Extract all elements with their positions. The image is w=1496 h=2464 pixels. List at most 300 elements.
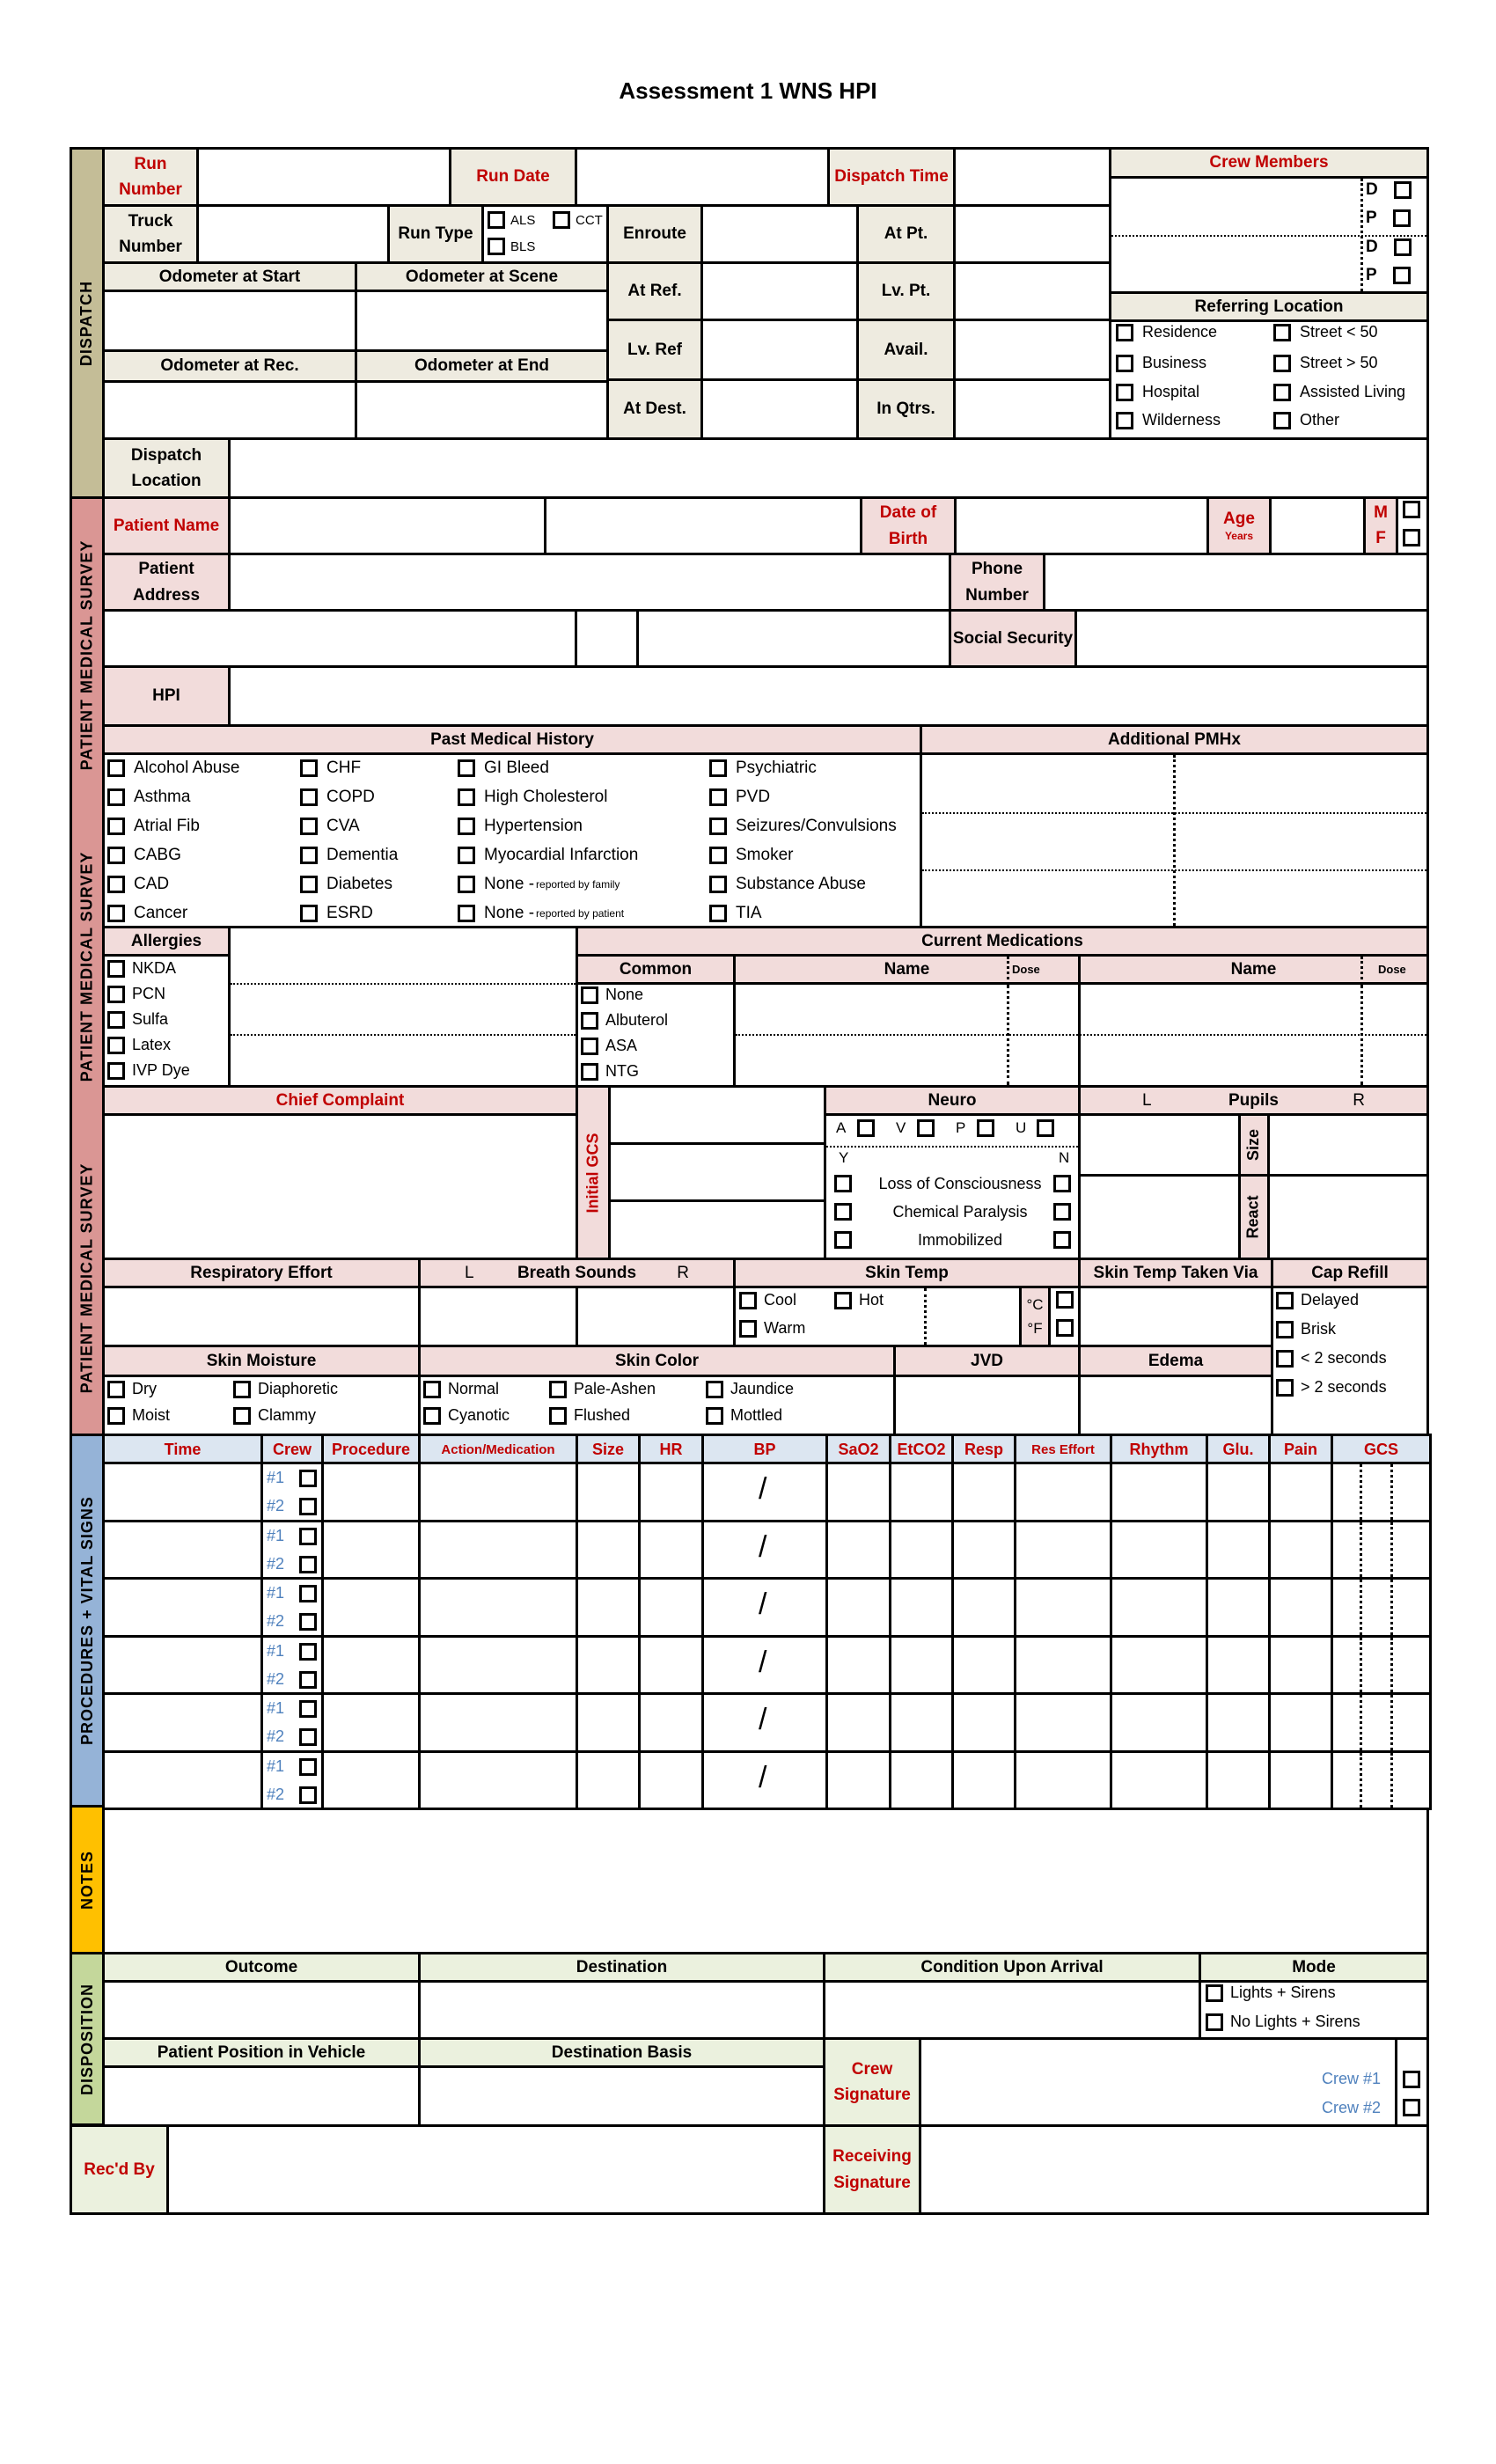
checkbox[interactable] xyxy=(107,876,125,893)
pupil-react-left[interactable] xyxy=(1078,1174,1241,1260)
proc-cell-rhythm[interactable] xyxy=(1110,1635,1208,1696)
crew-1-checkbox[interactable] xyxy=(299,1643,317,1661)
checkbox[interactable] xyxy=(709,876,727,893)
option-label: PCN xyxy=(132,985,166,1002)
checkbox[interactable] xyxy=(1273,412,1291,429)
in-qtrs-field[interactable] xyxy=(953,378,1111,440)
pmh-none-patient[interactable] xyxy=(458,904,624,923)
proc-cell-pain[interactable] xyxy=(1268,1577,1333,1638)
cap-refill-item[interactable] xyxy=(1276,1291,1359,1309)
pmh-item[interactable] xyxy=(107,817,200,836)
proc-cell-pain[interactable] xyxy=(1268,1635,1333,1696)
gcs-motor-field[interactable] xyxy=(608,1199,826,1260)
dob-field[interactable] xyxy=(954,496,1209,555)
pmh-item[interactable] xyxy=(300,759,361,778)
avpu-checkbox[interactable] xyxy=(977,1119,994,1137)
pmh-item[interactable] xyxy=(458,846,638,865)
neuro-yes-checkbox[interactable] xyxy=(834,1231,852,1249)
proc-cell-glu-[interactable] xyxy=(1206,1635,1271,1696)
proc-cell-resp[interactable] xyxy=(951,1692,1016,1753)
proc-cell-time[interactable] xyxy=(102,1750,263,1811)
proc-cell-glu-[interactable] xyxy=(1206,1577,1271,1638)
checkbox[interactable] xyxy=(107,1062,125,1080)
checkbox[interactable] xyxy=(458,788,475,806)
checkbox[interactable] xyxy=(107,1011,125,1029)
checkbox[interactable] xyxy=(1116,412,1133,429)
common-med-item[interactable] xyxy=(581,1062,639,1081)
condition-field[interactable] xyxy=(823,1980,1201,2040)
proc-cell-time[interactable] xyxy=(102,1520,263,1580)
checkbox[interactable] xyxy=(1116,324,1133,341)
checkbox[interactable] xyxy=(300,759,318,777)
mode-lights-sirens[interactable] xyxy=(1206,1984,1336,2002)
proc-cell-action-medication[interactable] xyxy=(418,1462,578,1522)
crew-1-signature-checkbox[interactable] xyxy=(1403,2071,1420,2088)
skin-temp-cool[interactable] xyxy=(739,1291,796,1309)
checkbox[interactable] xyxy=(233,1407,251,1425)
mode-no-lights-sirens[interactable] xyxy=(1206,2013,1360,2031)
edema-field[interactable] xyxy=(1078,1375,1273,1436)
proc-cell-action-medication[interactable] xyxy=(418,1635,578,1696)
pmh-item[interactable] xyxy=(709,817,897,836)
hpi-field[interactable] xyxy=(228,665,1429,727)
neuro-no-checkbox[interactable] xyxy=(1053,1175,1071,1192)
proc-cell-size[interactable] xyxy=(576,1462,641,1522)
checkbox[interactable] xyxy=(706,1381,723,1398)
neuro-no-checkbox[interactable] xyxy=(1053,1203,1071,1221)
neuro-yes-checkbox[interactable] xyxy=(834,1175,852,1192)
proc-cell-rhythm[interactable] xyxy=(1110,1520,1208,1580)
crew-role-p1[interactable] xyxy=(1366,209,1411,228)
skin-moisture-item[interactable] xyxy=(233,1380,338,1398)
enroute-field[interactable] xyxy=(700,204,859,264)
skin-moisture-item[interactable] xyxy=(107,1380,157,1398)
checkbox[interactable] xyxy=(423,1381,441,1398)
proc-cell-action-medication[interactable] xyxy=(418,1577,578,1638)
proc-cell-rhythm[interactable] xyxy=(1110,1750,1208,1811)
skin-color-item[interactable] xyxy=(423,1380,499,1398)
checkbox[interactable] xyxy=(1116,384,1133,401)
checkbox[interactable] xyxy=(709,818,727,835)
skin-color-item[interactable] xyxy=(549,1380,656,1398)
proc-cell-resp[interactable] xyxy=(951,1750,1016,1811)
chief-complaint-field[interactable] xyxy=(102,1113,578,1260)
odometer-rec-field[interactable] xyxy=(102,380,357,440)
crew-2-signature-checkbox[interactable] xyxy=(1403,2099,1420,2116)
checkbox[interactable] xyxy=(107,1381,125,1398)
checkbox[interactable] xyxy=(458,847,475,864)
crew-role-p2[interactable] xyxy=(1366,266,1411,285)
proc-cell-gcs[interactable] xyxy=(1331,1462,1432,1522)
resp-effort-field[interactable] xyxy=(102,1286,421,1347)
breath-sounds-right[interactable] xyxy=(576,1286,736,1347)
proc-cell-etco2[interactable] xyxy=(889,1750,954,1811)
run-number-field[interactable] xyxy=(196,147,451,207)
recd-by-field[interactable] xyxy=(166,2124,825,2215)
proc-cell-pain[interactable] xyxy=(1268,1750,1333,1811)
allergy-item[interactable] xyxy=(107,985,165,1003)
crew-2-checkbox[interactable] xyxy=(299,1613,317,1631)
proc-cell-gcs[interactable] xyxy=(1331,1577,1432,1638)
proc-cell-sao2[interactable] xyxy=(825,1577,891,1638)
skin-temp-value-field[interactable] xyxy=(927,1288,1015,1345)
crew-2-checkbox[interactable] xyxy=(299,1786,317,1804)
proc-cell-etco2[interactable] xyxy=(889,1462,954,1522)
proc-cell-resp[interactable] xyxy=(951,1577,1016,1638)
pmh-item[interactable] xyxy=(300,817,360,836)
checkbox[interactable] xyxy=(1206,2013,1223,2031)
pmh-item[interactable] xyxy=(300,788,375,807)
proc-cell-res-effort[interactable] xyxy=(1014,1635,1112,1696)
checkbox[interactable] xyxy=(709,759,727,777)
proc-cell-resp[interactable] xyxy=(951,1635,1016,1696)
checkbox[interactable] xyxy=(300,818,318,835)
at-dest-field[interactable] xyxy=(700,378,859,440)
proc-cell-res-effort[interactable] xyxy=(1014,1750,1112,1811)
checkbox[interactable] xyxy=(549,1381,567,1398)
cap-refill-item[interactable] xyxy=(1276,1349,1387,1368)
proc-cell-sao2[interactable] xyxy=(825,1462,891,1522)
proc-cell-size[interactable] xyxy=(576,1635,641,1696)
proc-cell-action-medication[interactable] xyxy=(418,1750,578,1811)
proc-cell-gcs[interactable] xyxy=(1331,1692,1432,1753)
proc-cell-action-medication[interactable] xyxy=(418,1520,578,1580)
cap-refill-item[interactable] xyxy=(1276,1378,1387,1397)
checkbox[interactable] xyxy=(1394,238,1412,256)
checkbox[interactable] xyxy=(581,1012,598,1030)
proc-cell-hr[interactable] xyxy=(638,1577,704,1638)
pmh-item[interactable] xyxy=(458,788,607,807)
crew-role-d2[interactable] xyxy=(1366,238,1412,257)
avail-field[interactable] xyxy=(953,319,1111,381)
checkbox[interactable] xyxy=(1273,384,1291,401)
checkbox[interactable] xyxy=(300,905,318,922)
proc-cell-sao2[interactable] xyxy=(825,1635,891,1696)
pupil-size-right[interactable] xyxy=(1267,1113,1429,1177)
destination-field[interactable] xyxy=(418,1980,825,2040)
common-med-item[interactable] xyxy=(581,1011,668,1030)
checkbox[interactable] xyxy=(107,847,125,864)
crew-1-checkbox[interactable] xyxy=(299,1585,317,1602)
fahrenheit-checkbox[interactable] xyxy=(1056,1319,1074,1337)
odometer-end-field[interactable] xyxy=(355,380,609,440)
common-med-item[interactable] xyxy=(581,986,643,1004)
proc-cell-res-effort[interactable] xyxy=(1014,1520,1112,1580)
pmh-item[interactable] xyxy=(709,904,762,923)
receiving-signature-field[interactable] xyxy=(919,2124,1429,2215)
checkbox[interactable] xyxy=(1276,1292,1294,1309)
proc-cell-rhythm[interactable] xyxy=(1110,1462,1208,1522)
checkbox[interactable] xyxy=(553,211,570,229)
checkbox[interactable] xyxy=(300,788,318,806)
allergy-item[interactable] xyxy=(107,1010,168,1029)
pmh-none-family[interactable] xyxy=(458,875,620,894)
checkbox[interactable] xyxy=(739,1292,757,1309)
state-field[interactable] xyxy=(575,609,639,668)
edema-header: Edema xyxy=(1078,1345,1273,1377)
checkbox[interactable] xyxy=(107,960,125,978)
lv-ref-field[interactable] xyxy=(700,319,859,381)
crew-1-checkbox[interactable] xyxy=(299,1528,317,1545)
ref-street-gt-50[interactable] xyxy=(1273,354,1378,372)
pmh-item[interactable] xyxy=(458,817,583,836)
proc-cell-size[interactable] xyxy=(576,1750,641,1811)
proc-cell-glu-[interactable] xyxy=(1206,1750,1271,1811)
city-field[interactable] xyxy=(102,609,577,668)
proc-cell-etco2[interactable] xyxy=(889,1692,954,1753)
proc-cell-res-effort[interactable] xyxy=(1014,1577,1112,1638)
patient-address-field[interactable] xyxy=(228,553,951,612)
jvd-field[interactable] xyxy=(893,1375,1081,1436)
neuro-no-checkbox[interactable] xyxy=(1053,1231,1071,1249)
patient-first-name-field[interactable] xyxy=(544,496,862,555)
checkbox[interactable] xyxy=(300,847,318,864)
proc-cell-hr[interactable] xyxy=(638,1635,704,1696)
crew-2-checkbox[interactable] xyxy=(299,1728,317,1746)
proc-cell-hr[interactable] xyxy=(638,1462,704,1522)
crew-1-checkbox[interactable] xyxy=(299,1470,317,1487)
pmh-item[interactable] xyxy=(300,875,392,894)
phone-field[interactable] xyxy=(1043,553,1429,612)
proc-cell-hr[interactable] xyxy=(638,1750,704,1811)
pmh-item[interactable] xyxy=(300,904,373,923)
ref-assisted-living[interactable] xyxy=(1273,383,1405,401)
pupil-react-right[interactable] xyxy=(1267,1174,1429,1260)
checkbox[interactable] xyxy=(233,1381,251,1398)
patient-position-field[interactable] xyxy=(102,2065,421,2127)
checkbox[interactable] xyxy=(1393,267,1411,284)
crew-1-checkbox[interactable] xyxy=(299,1700,317,1718)
proc-cell-res-effort[interactable] xyxy=(1014,1462,1112,1522)
neuro-yes-checkbox[interactable] xyxy=(834,1203,852,1221)
checkbox[interactable] xyxy=(458,818,475,835)
checkbox[interactable] xyxy=(300,876,318,893)
section-label: PATIENT MEDICAL SURVEY xyxy=(77,539,96,770)
odometer-start-field[interactable] xyxy=(102,290,357,352)
skin-temp-hot[interactable] xyxy=(834,1291,884,1309)
proc-cell-pain[interactable] xyxy=(1268,1462,1333,1522)
pmh-item[interactable] xyxy=(300,846,398,865)
checkbox[interactable] xyxy=(107,1037,125,1054)
pmh-item[interactable] xyxy=(709,846,793,865)
dispatch-location-field[interactable] xyxy=(228,437,1429,499)
at-ref-field[interactable] xyxy=(700,261,859,321)
proc-cell-size[interactable] xyxy=(576,1520,641,1580)
proc-cell-action-medication[interactable] xyxy=(418,1692,578,1753)
checkbox[interactable] xyxy=(581,986,598,1004)
celsius-checkbox[interactable] xyxy=(1056,1291,1074,1309)
dispatch-time-field[interactable] xyxy=(953,147,1111,207)
skin-moisture-header: Skin Moisture xyxy=(102,1345,421,1377)
proc-cell-procedure[interactable] xyxy=(321,1635,421,1696)
run-type-cct[interactable] xyxy=(553,211,603,229)
gcs-verbal-field[interactable] xyxy=(608,1142,826,1202)
pmh-item[interactable] xyxy=(709,759,817,778)
patient-last-name-field[interactable] xyxy=(228,496,546,555)
checkbox[interactable] xyxy=(107,759,125,777)
checkbox[interactable] xyxy=(1276,1350,1294,1368)
outcome-field[interactable] xyxy=(102,1980,421,2040)
pmh-item[interactable] xyxy=(107,904,187,923)
proc-cell-glu-[interactable] xyxy=(1206,1692,1271,1753)
run-type-label: Run Type xyxy=(387,204,484,264)
checkbox[interactable] xyxy=(709,847,727,864)
breath-sounds-left[interactable] xyxy=(418,1286,578,1347)
proc-cell-time[interactable] xyxy=(102,1577,263,1638)
proc-cell-etco2[interactable] xyxy=(889,1520,954,1580)
checkbox[interactable] xyxy=(706,1407,723,1425)
checkbox[interactable] xyxy=(458,876,475,893)
avpu-checkbox[interactable] xyxy=(857,1119,875,1137)
checkbox[interactable] xyxy=(739,1320,757,1338)
checkbox[interactable] xyxy=(709,788,727,806)
pmh-item[interactable] xyxy=(709,788,770,807)
pmh-item[interactable] xyxy=(709,875,866,894)
proc-cell-time[interactable] xyxy=(102,1692,263,1753)
proc-cell-sao2[interactable] xyxy=(825,1692,891,1753)
checkbox[interactable] xyxy=(549,1407,567,1425)
proc-cell-gcs[interactable] xyxy=(1331,1520,1432,1580)
lv-pt-field[interactable] xyxy=(953,261,1111,321)
ref-other[interactable] xyxy=(1273,411,1339,429)
checkbox[interactable] xyxy=(423,1407,441,1425)
crew-2-checkbox[interactable] xyxy=(299,1498,317,1515)
age-field[interactable] xyxy=(1269,496,1366,555)
proc-cell-procedure[interactable] xyxy=(321,1462,421,1522)
skin-color-item[interactable] xyxy=(423,1406,510,1425)
proc-cell-time[interactable] xyxy=(102,1635,263,1696)
proc-cell-size[interactable] xyxy=(576,1692,641,1753)
skin-color-item[interactable] xyxy=(706,1406,782,1425)
proc-cell-pain[interactable] xyxy=(1268,1520,1333,1580)
crew-1-checkbox[interactable] xyxy=(299,1758,317,1776)
pmh-item[interactable] xyxy=(107,846,181,865)
checkbox[interactable] xyxy=(1276,1379,1294,1397)
truck-number-field[interactable] xyxy=(196,204,390,264)
checkbox[interactable] xyxy=(458,905,475,922)
checkbox[interactable] xyxy=(107,818,125,835)
avpu-checkbox[interactable] xyxy=(1037,1119,1054,1137)
proc-cell-sao2[interactable] xyxy=(825,1520,891,1580)
notes-field[interactable] xyxy=(102,1805,1429,1954)
allergy-item[interactable] xyxy=(107,1061,190,1080)
checkbox[interactable] xyxy=(1273,324,1291,341)
checkbox[interactable] xyxy=(581,1063,598,1081)
crew-member-2-name[interactable] xyxy=(1111,236,1360,292)
pupil-size-left[interactable] xyxy=(1078,1113,1241,1177)
odometer-scene-field[interactable] xyxy=(355,290,609,352)
checkbox[interactable] xyxy=(488,211,505,229)
checkbox[interactable] xyxy=(1273,355,1291,372)
checkbox[interactable] xyxy=(1276,1321,1294,1338)
pmh-item[interactable] xyxy=(107,759,239,778)
proc-cell-etco2[interactable] xyxy=(889,1635,954,1696)
skin-temp-via-field[interactable] xyxy=(1078,1286,1273,1347)
crew-2-checkbox[interactable] xyxy=(299,1671,317,1689)
ssn-field[interactable] xyxy=(1074,609,1429,668)
checkbox[interactable] xyxy=(709,905,727,922)
cap-refill-item[interactable] xyxy=(1276,1320,1336,1338)
skin-color-item[interactable] xyxy=(549,1406,630,1425)
checkbox[interactable] xyxy=(834,1292,852,1309)
ref-wilderness[interactable] xyxy=(1116,411,1221,429)
proc-cell-res-effort[interactable] xyxy=(1014,1692,1112,1753)
checkbox[interactable] xyxy=(1394,181,1412,199)
proc-cell-procedure[interactable] xyxy=(321,1577,421,1638)
checkbox[interactable] xyxy=(107,986,125,1003)
proc-cell-sao2[interactable] xyxy=(825,1750,891,1811)
run-type-als[interactable] xyxy=(488,211,535,229)
proc-cell-procedure[interactable] xyxy=(321,1520,421,1580)
proc-cell-resp[interactable] xyxy=(951,1520,1016,1580)
proc-cell-glu-[interactable] xyxy=(1206,1520,1271,1580)
ref-business[interactable] xyxy=(1116,354,1206,372)
ref-residence[interactable] xyxy=(1116,323,1217,341)
proc-cell-procedure[interactable] xyxy=(321,1692,421,1753)
proc-cell-procedure[interactable] xyxy=(321,1750,421,1811)
proc-cell-gcs[interactable] xyxy=(1331,1635,1432,1696)
checkbox[interactable] xyxy=(488,238,505,255)
pmh-item[interactable] xyxy=(107,788,190,807)
skin-moisture-item[interactable] xyxy=(107,1406,170,1425)
proc-cell-time[interactable] xyxy=(102,1462,263,1522)
checkbox[interactable] xyxy=(581,1038,598,1055)
proc-cell-resp[interactable] xyxy=(951,1462,1016,1522)
proc-cell-pain[interactable] xyxy=(1268,1692,1333,1753)
run-type-bls[interactable] xyxy=(488,238,535,255)
crew-role-d1[interactable] xyxy=(1366,180,1412,200)
checkbox[interactable] xyxy=(107,788,125,806)
proc-cell-size[interactable] xyxy=(576,1577,641,1638)
proc-cell-rhythm[interactable] xyxy=(1110,1577,1208,1638)
skin-color-item[interactable] xyxy=(706,1380,794,1398)
checkbox[interactable] xyxy=(1393,209,1411,227)
proc-cell-rhythm[interactable] xyxy=(1110,1692,1208,1753)
crew-member-1-name[interactable] xyxy=(1111,179,1360,235)
pmh-item[interactable] xyxy=(458,759,549,778)
proc-cell-hr[interactable] xyxy=(638,1520,704,1580)
destination-basis-field[interactable] xyxy=(418,2065,825,2127)
ref-hospital[interactable] xyxy=(1116,383,1199,401)
avpu-checkbox[interactable] xyxy=(917,1119,935,1137)
skin-temp-warm[interactable] xyxy=(739,1319,805,1338)
gcs-divider xyxy=(1390,1522,1393,1578)
allergies-other-field[interactable] xyxy=(228,926,578,1088)
checkbox[interactable] xyxy=(1206,1984,1223,2002)
run-date-field[interactable] xyxy=(575,147,830,207)
proc-cell-glu-[interactable] xyxy=(1206,1462,1271,1522)
allergy-item[interactable] xyxy=(107,1036,171,1054)
checkbox[interactable] xyxy=(1116,355,1133,372)
zip-field[interactable] xyxy=(636,609,951,668)
checkbox[interactable] xyxy=(107,1407,125,1425)
checkbox[interactable] xyxy=(107,905,125,922)
proc-cell-gcs[interactable] xyxy=(1331,1750,1432,1811)
proc-cell-etco2[interactable] xyxy=(889,1577,954,1638)
pmh-item[interactable] xyxy=(107,875,169,894)
proc-cell-hr[interactable] xyxy=(638,1692,704,1753)
skin-moisture-item[interactable] xyxy=(233,1406,316,1425)
sex-m-checkbox[interactable] xyxy=(1403,501,1420,518)
sex-f-checkbox[interactable] xyxy=(1403,529,1420,546)
gcs-eye-field[interactable] xyxy=(608,1085,826,1145)
checkbox[interactable] xyxy=(458,759,475,777)
at-pt-field[interactable] xyxy=(953,204,1111,264)
crew-2-checkbox[interactable] xyxy=(299,1556,317,1573)
allergy-item[interactable] xyxy=(107,959,176,978)
ref-street-lt-50[interactable] xyxy=(1273,323,1378,341)
common-med-item[interactable] xyxy=(581,1037,637,1055)
